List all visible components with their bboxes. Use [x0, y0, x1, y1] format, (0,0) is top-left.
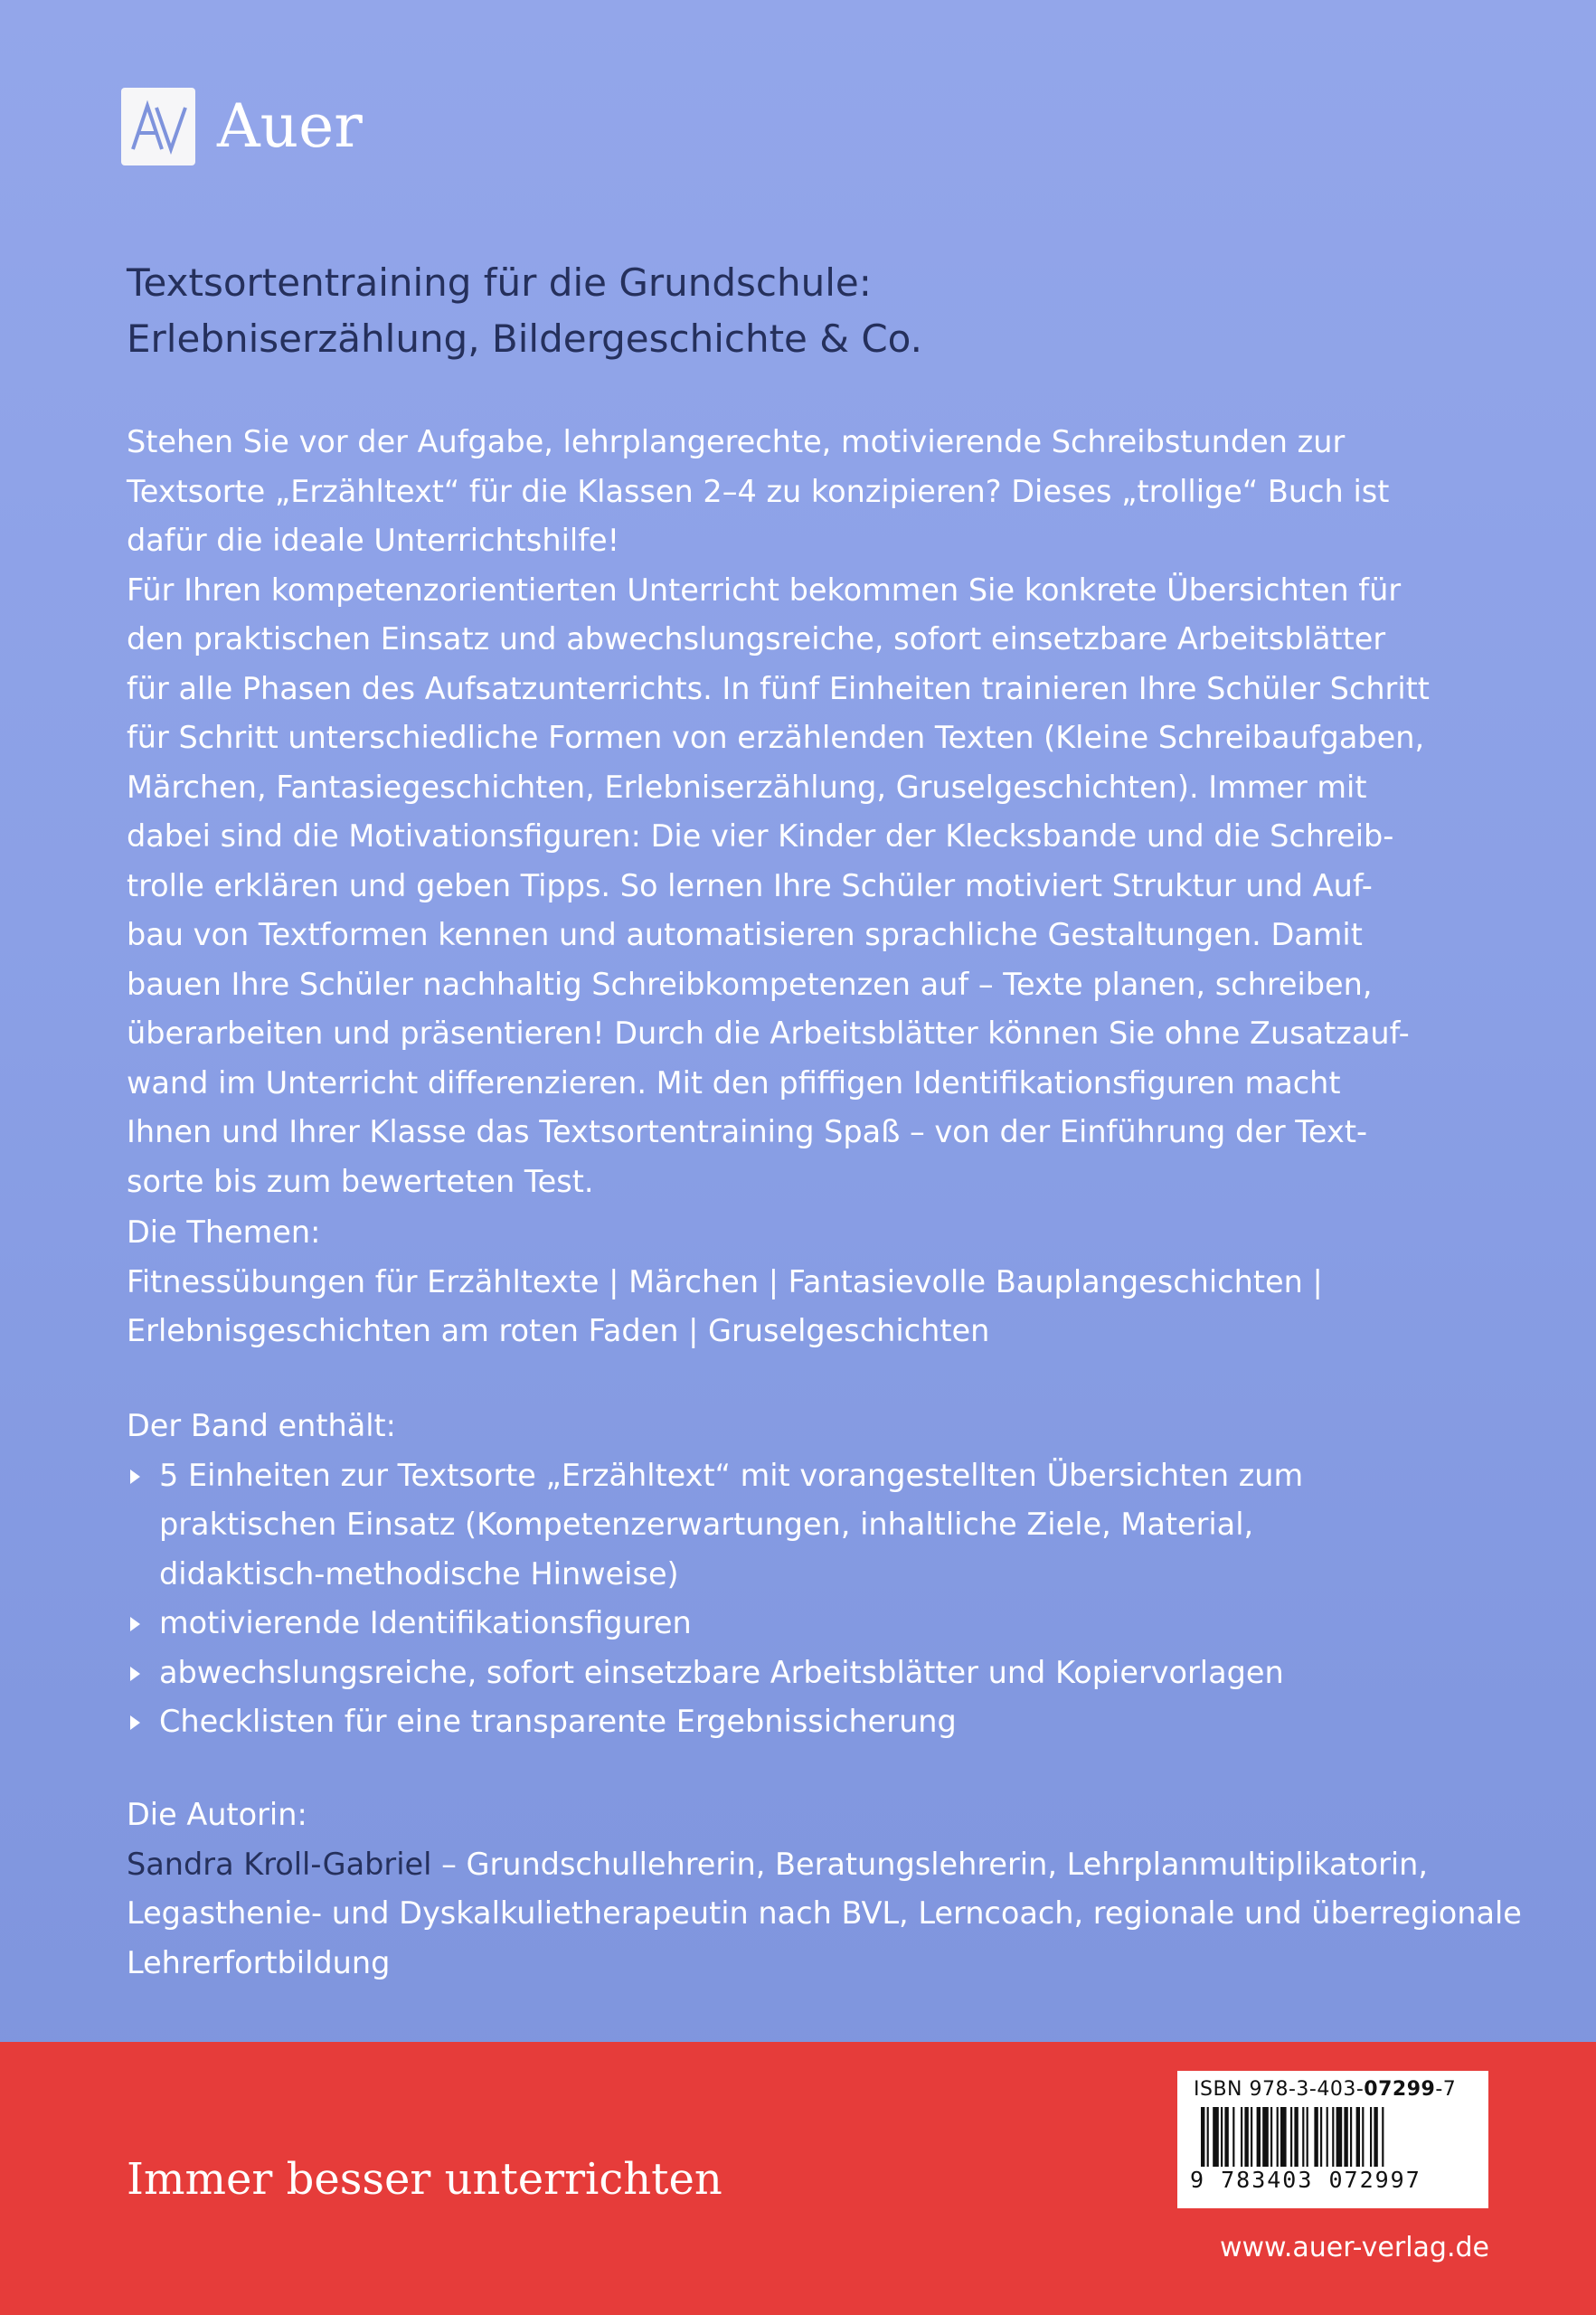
author-dash: – [431, 1846, 467, 1882]
intro-line: bauen Ihre Schüler nachhaltig Schreibkompetenzen auf – Texte planen, schreiben, [127, 966, 1373, 1002]
contents-section [127, 1402, 1483, 1747]
list-item-line: abwechslungsreiche, sofort einsetzbare Arbeitsblätter und Kopiervorlagen [159, 1654, 1284, 1690]
publisher-logo [121, 87, 363, 166]
intro-line: überarbeiten und präsentieren! Durch die Arbeitsblätter können Sie ohne Zusatzauf- [127, 1016, 1410, 1051]
av-monogram-icon [129, 99, 187, 155]
author-bio-line: Legasthenie- und Dyskalkulietherapeutin nach BVL, Lerncoach, regionale und überregionale [127, 1895, 1522, 1931]
intro-paragraph [127, 418, 1483, 1206]
triangle-bullet-icon [130, 1715, 140, 1730]
website-url[interactable]: www.auer-verlag.de [1219, 2232, 1489, 2263]
isbn-text [1194, 2078, 1456, 2101]
list-item-line: 5 Einheiten zur Textsorte „Erzähltext“ mit vorangestellten Übersichten zum [159, 1457, 1304, 1493]
intro-line: Märchen, Fantasiegeschichten, Erlebniserzählung, Gruselgeschichten). Immer mit [127, 769, 1367, 805]
triangle-bullet-icon [130, 1667, 140, 1681]
contents-heading: Der Band enthält: [127, 1408, 396, 1443]
author-line [127, 1840, 1483, 1890]
intro-line: Stehen Sie vor der Aufgabe, lehrplangerechte, motivierende Schreibstunden zur [127, 424, 1346, 459]
auer-logo-mark [121, 88, 195, 165]
title-line: Erlebniserzählung, Bildergeschichte & Co. [127, 317, 922, 361]
title-line: Textsortentraining für die Grundschule: [127, 260, 872, 305]
contents-list [127, 1451, 1483, 1747]
intro-line: dabei sind die Motivationsfiguren: Die vier Kinder der Klecksbande und die Schreib- [127, 818, 1394, 854]
list-item-line: Checklisten für eine transparente Ergebnissicherung [159, 1704, 957, 1739]
intro-line: Ihnen und Ihrer Klasse das Textsortentraining Spaß – von der Einführung der Text- [127, 1114, 1368, 1149]
intro-line: trolle erklären und geben Tipps. So lernen Ihre Schüler motiviert Struktur und Auf- [127, 867, 1373, 903]
intro-line: für Schritt unterschiedliche Formen von erzählenden Texten (Kleine Schreibaufgaben, [127, 720, 1425, 755]
list-item [127, 1649, 1483, 1698]
intro-line: Textsorte „Erzähltext“ für die Klassen 2–4 zu konzipieren? Dieses „trollige“ Buch ist [127, 473, 1390, 509]
intro-line: Für Ihren kompetenzorientierten Unterricht bekommen Sie konkrete Übersichten für [127, 572, 1402, 608]
author-heading: Die Autorin: [127, 1797, 307, 1832]
intro-line: dafür die ideale Unterrichtshilfe! [127, 523, 620, 558]
triangle-bullet-icon [130, 1469, 140, 1484]
isbn-bold: 07299 [1364, 2078, 1436, 2101]
intro-line: den praktischen Einsatz und abwechslungsreiche, sofort einsetzbare Arbeitsblätter [127, 621, 1386, 657]
list-item-line: didaktisch-methodische Hinweise) [159, 1555, 679, 1592]
themes-heading: Die Themen: [127, 1214, 321, 1250]
author-section [127, 1791, 1522, 1988]
barcode-bars-icon [1199, 2107, 1470, 2167]
book-title [127, 255, 1483, 367]
list-item [127, 1451, 1483, 1600]
triangle-bullet-icon [130, 1617, 140, 1631]
list-item-line: motivierende Identifikationsfiguren [159, 1605, 692, 1640]
themes-line: Erlebnisgeschichten am roten Faden | Gruselgeschichten [127, 1313, 990, 1348]
isbn-barcode [1177, 2071, 1488, 2208]
author-name: Sandra Kroll-Gabriel [127, 1846, 432, 1882]
intro-line: für alle Phasen des Aufsatzunterrichts. In fünf Einheiten trainieren Ihre Schüler Schritt [127, 670, 1430, 706]
isbn-prefix: ISBN 978-3-403- [1194, 2078, 1365, 2101]
barcode-number: 9 783403 072997 [1190, 2167, 1421, 2193]
author-bio-line: Lehrerfortbildung [127, 1944, 391, 1980]
intro-line: wand im Unterricht differenzieren. Mit den pfiffigen Identifikationsfiguren macht [127, 1064, 1341, 1101]
slogan: Immer besser unterrichten [127, 2154, 722, 2205]
author-bio: Grundschullehrerin, Beratungslehrerin, Lehrplanmultiplikatorin, [466, 1846, 1429, 1882]
publisher-name: Auer [217, 91, 363, 161]
intro-line: bau von Textformen kennen und automatisieren sprachliche Gestaltungen. Damit [127, 917, 1363, 952]
list-item [127, 1599, 1483, 1649]
list-item-line: praktischen Einsatz (Kompetenzerwartungen, inhaltliche Ziele, Material, [159, 1507, 1254, 1542]
isbn-suffix: -7 [1435, 2078, 1457, 2101]
list-item [127, 1697, 1483, 1747]
themes-line: Fitnessübungen für Erzähltexte | Märchen | Fantasievolle Bauplangeschichten | [127, 1263, 1323, 1299]
themes-section [127, 1208, 1483, 1356]
intro-line: sorte bis zum bewerteten Test. [127, 1163, 594, 1199]
